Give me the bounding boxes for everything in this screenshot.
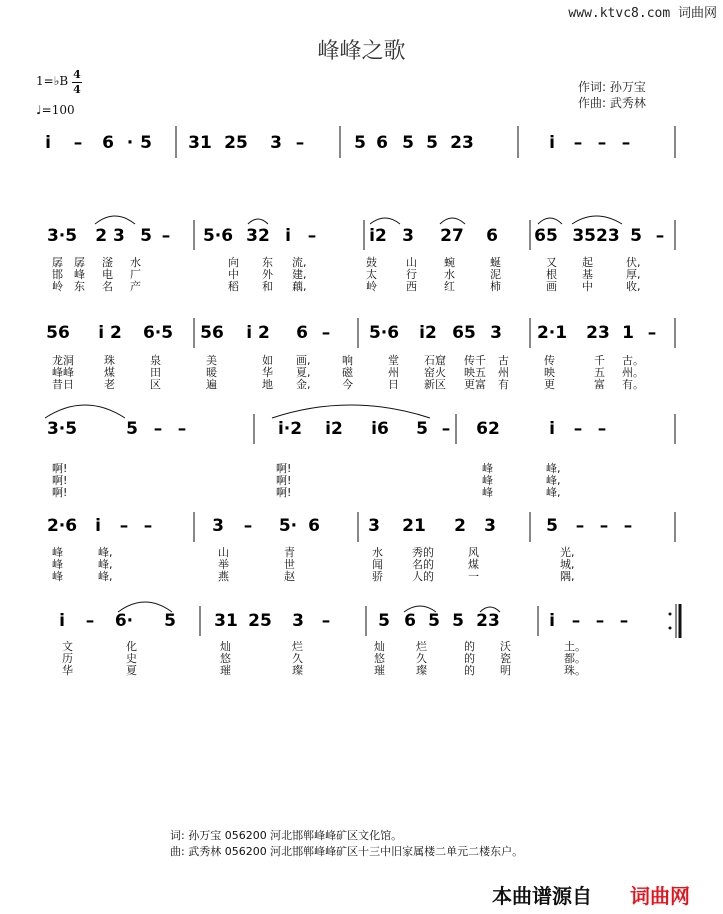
lyric-syllable: 煤 [468,558,479,571]
note-row [59,611,628,631]
lyric-syllable: 的 [464,664,475,677]
note-token: 2·6 [46,516,78,536]
lyric-syllable: 东 [74,280,85,293]
lyric-syllable: 华 [262,366,273,379]
lyric-syllable: 日 [388,378,399,391]
lyric-syllable: 明 [500,664,511,677]
lyric-syllable: 璀 [374,664,385,677]
lyric-syllable: 电 [102,268,113,281]
lyric-syllable: 水 [372,546,383,559]
lyric-syllable: 灿 [374,640,385,653]
lyric-syllable: 久 [292,652,303,665]
note-token: 23 [586,323,610,343]
note-token: – [619,611,629,631]
note-token: · [126,133,134,153]
lyric-syllable: 柿 [490,280,501,293]
lyric-syllable: 地 [262,378,273,391]
lyric-syllable: 啊! [52,486,68,499]
brand-logo-text[interactable]: 词曲网 [630,884,690,908]
note-token: 56 [46,323,70,343]
lyric-syllable: 华 [62,664,73,677]
system-5 [47,512,675,542]
note-token: – [143,516,153,536]
lyric-syllable: 画 [546,280,557,293]
lyric-syllable: 岭 [52,280,63,293]
note-token: i2 [369,226,387,246]
lyric-syllable: 又 [546,256,557,269]
note-token: 6 [102,133,114,153]
slur [45,405,125,418]
lyric-syllable: 峰, [98,570,113,583]
lyric-syllable: 水 [130,256,141,269]
system-3 [46,318,675,348]
note-token: 3·5 [46,419,78,439]
lyric-syllable: 外 [262,268,273,281]
lyric-syllable: 啊! [276,486,292,499]
note-token: – [307,226,317,246]
lyric-syllable: 秀的 [412,546,434,559]
lyric-syllable: 岭 [366,280,377,293]
note-token: i 2 [98,323,122,343]
lyric-syllable: 峰 [74,268,85,281]
lyric-syllable: 峰峰 [52,366,74,379]
note-token: 6 [376,133,388,153]
note-token: 6· [114,611,134,631]
lyric-syllable: 根 [546,268,557,281]
note-token: – [573,419,583,439]
lyric-syllable: 新区 [424,378,446,391]
lyric-syllable: 有 [498,378,509,391]
lyric-syllable: 璨 [292,664,303,677]
note-token: i [45,133,51,153]
note-token: – [73,133,83,153]
lyric-syllable: 世 [284,558,295,571]
lyric-syllable: 珠 [104,354,115,367]
note-token: 5 [126,419,138,439]
note-token: – [153,419,163,439]
note-token: 5 [452,611,464,631]
time-signature-top: 4 [73,68,81,81]
note-token: 56 [200,323,224,343]
slur [440,218,465,224]
note-token: 3 [490,323,502,343]
note-token: 6 [296,323,308,343]
note-token: – [161,226,171,246]
lyric-syllable: 泥 [490,268,501,281]
lyric-syllable: 煤 [104,366,115,379]
lyric-syllable: 峰, [546,486,561,499]
note-token: 25 [224,133,248,153]
lyric-syllable: 藕, [292,280,307,293]
lyric-syllable: 璨 [416,664,427,677]
lyric-syllable: 夏 [126,664,137,677]
note-token: 5· [278,516,298,536]
lyric-syllable: 古。 [622,354,644,367]
note-token: – [623,516,633,536]
brand-source-text: 本曲谱源自 [492,884,592,908]
lyric-syllable: 和 [262,280,273,293]
lyric-syllable: 五 [594,366,605,379]
lyric-syllable: 峰 [482,474,493,487]
lyric-syllable: 千 [594,354,605,367]
lyric-syllable: 向 [228,256,239,269]
lyric-syllable: 举 [218,558,229,571]
lyric-syllable: 龙洞 [52,354,74,367]
note-token: 5 [546,516,558,536]
lyric-syllable: 州 [498,366,509,379]
note-token: i [59,611,65,631]
note-token: i [285,226,291,246]
note-token: – [599,516,609,536]
lyric-syllable: 区 [150,378,161,391]
note-token: 23 [476,611,500,631]
note-token: 6·5 [142,323,174,343]
lyric-syllable: 文 [62,640,73,653]
lyric-syllable: 山 [406,256,417,269]
note-row [45,133,630,153]
note-token: 27 [440,226,464,246]
lyric-syllable: 烂 [416,640,427,653]
slur [248,219,268,224]
note-token: 3 [484,516,496,536]
note-token: 5 [354,133,366,153]
lyric-syllable: 传千 [464,354,486,367]
lyric-syllable: 青 [284,546,295,559]
lyric-syllable: 峰, [546,474,561,487]
note-token: i·2 [277,419,303,439]
lyric-syllable: 有。 [622,378,644,391]
note-token: 5 [426,133,438,153]
site-header[interactable]: www.ktvc8.com 词曲网 [568,6,717,21]
note-token: i [549,611,555,631]
lyric-syllable: 伏, [626,256,641,269]
slur [272,405,430,418]
lyric-syllable: 人的 [412,570,434,583]
lyric-syllable: 悠 [220,652,231,665]
lyric-syllable: 蜒 [490,256,501,269]
tempo-marking: ♩=100 [36,103,75,117]
lyric-syllable: 峰 [52,558,63,571]
footer-composer-address: 曲: 武秀林 056200 河北邯郸峰峰矿区十三中旧家属楼二单元二楼东户。 [170,845,524,858]
note-token: 65 [534,226,558,246]
lyric-syllable: 久 [416,652,427,665]
lyric-syllable: 中 [582,280,593,293]
lyric-syllable: 璀 [220,664,231,677]
lyric-syllable: 画, [296,354,311,367]
lyric-syllable: 响 [342,354,353,367]
lyric-syllable: 映五 [464,366,486,379]
lyric-syllable: 峰, [546,462,561,475]
composer-credit: 作曲: 武秀林 [578,96,646,110]
note-token: 5 [140,226,152,246]
slur [370,218,400,224]
note-token: 5 [416,419,428,439]
note-token: – [321,323,331,343]
note-token: 2 3 [95,226,125,246]
lyric-syllable: 蜿 [444,256,455,269]
note-token: 5 [140,133,152,153]
lyric-syllable: 州 [388,366,399,379]
note-token: i6 [371,419,389,439]
note-row [46,323,656,343]
lyricist-credit: 作词: 孙万宝 [578,80,646,94]
lyric-syllable: 州。 [622,366,644,379]
lyric-syllable: 更富 [464,378,486,391]
lyric-syllable: 美 [206,354,217,367]
note-token: i 2 [246,323,270,343]
lyric-syllable: 富 [594,378,605,391]
lyric-syllable: 石窟 [424,354,446,367]
lyric-syllable: 金, [296,378,311,391]
note-token: – [441,419,451,439]
lyric-syllable: 古 [498,354,509,367]
lyric-syllable: 名 [102,280,113,293]
song-title: 峰峰之歌 [317,39,406,64]
note-token: i [549,133,555,153]
lyric-syllable: 啊! [52,474,68,487]
note-token: 3 [368,516,380,536]
system-4 [45,405,675,444]
lyric-syllable: 如 [262,354,273,367]
lyric-syllable: 稻 [228,280,239,293]
note-token: – [597,133,607,153]
lyric-syllable: 峰 [52,546,63,559]
repeat-dot [669,627,672,630]
lyric-syllable: 滏 [102,256,113,269]
lyric-syllable: 峰, [98,546,113,559]
note-token: 3 [402,226,414,246]
note-token: 31 [214,611,238,631]
note-token: – [243,516,253,536]
lyric-syllable: 流, [292,256,307,269]
note-token: 3523 [572,226,620,246]
lyric-syllable: 沃 [500,640,511,653]
repeat-dot [669,613,672,616]
lyric-syllable: 峰 [482,486,493,499]
note-token: – [295,133,305,153]
lyric-syllable: 遍 [206,378,217,391]
lyric-syllable: 更 [544,378,555,391]
key-signature: 1=♭B [36,74,69,88]
note-token: i [549,419,555,439]
lyric-syllable: 中 [228,268,239,281]
lyric-syllable: 城, [560,558,575,571]
note-row [47,419,606,439]
lyric-syllable: 行 [406,268,417,281]
lyric-syllable: 窑火 [424,366,446,379]
lyric-syllable: 的 [464,640,475,653]
lyric-syllable: 的 [464,652,475,665]
note-token: i [95,516,101,536]
note-token: 5·6 [202,226,234,246]
note-token: – [85,611,95,631]
note-token: 5 [378,611,390,631]
note-token: – [575,516,585,536]
lyric-syllable: 建, [292,268,307,281]
lyric-syllable: 昔日 [52,378,74,391]
lyric-syllable: 今 [342,378,353,391]
lyric-syllable: 太 [366,268,377,281]
lyric-syllable: 史 [126,652,137,665]
lyric-syllable: 瓷 [500,652,511,665]
note-token: i2 [325,419,343,439]
note-token: 5 [402,133,414,153]
note-token: – [119,516,129,536]
note-token: 5 [164,611,176,631]
lyric-syllable: 峰 [52,570,63,583]
lyric-syllable: 起 [582,256,593,269]
note-token: 6 [404,611,416,631]
lyric-syllable: 闻 [372,558,383,571]
lyric-syllable: 磁 [342,366,353,379]
lyric-syllable: 基 [582,268,593,281]
note-token: 32 [246,226,270,246]
lyric-syllable: 化 [126,640,137,653]
lyric-syllable: 厂 [130,268,141,281]
note-token: 5 [428,611,440,631]
note-token: – [595,611,605,631]
note-token: 6 [308,516,320,536]
lyric-syllable: 峰 [482,462,493,475]
note-token: i2 [419,323,437,343]
lyric-syllable: 烂 [292,640,303,653]
lyric-syllable: 田 [150,366,161,379]
lyric-syllable: 峰, [98,558,113,571]
lyric-syllable: 泉 [150,354,161,367]
note-token: 5 [630,226,642,246]
note-token: – [177,419,187,439]
lyric-syllable: 山 [218,546,229,559]
lyric-syllable: 收, [626,280,641,293]
lyric-syllable: 风 [468,546,479,559]
lyric-syllable: 名的 [412,558,434,571]
note-token: 25 [248,611,272,631]
lyric-syllable: 土。 [564,640,586,653]
lyric-syllable: 邯 [52,268,63,281]
lyric-syllable: 红 [444,280,455,293]
lyric-syllable: 悠 [374,652,385,665]
lyric-syllable: 鼓 [366,256,377,269]
note-token: 3 [292,611,304,631]
lyric-syllable: 都。 [564,652,586,665]
note-token: 23 [450,133,474,153]
lyric-syllable: 历 [62,652,73,665]
lyric-syllable: 赵 [284,570,295,583]
note-token: – [621,133,631,153]
lyric-syllable: 暖 [206,366,217,379]
system-1 [45,126,675,158]
lyric-syllable: 厚, [626,268,641,281]
slur [538,218,562,224]
time-signature-bottom: 4 [73,83,81,96]
lyric-syllable: 西 [406,280,417,293]
note-token: 31 [188,133,212,153]
lyric-syllable: 燕 [218,570,229,583]
lyric-syllable: 传 [544,354,555,367]
system-6 [59,602,680,638]
lyric-syllable: 啊! [276,462,292,475]
lyric-syllable: 老 [104,378,115,391]
note-row [47,226,664,246]
note-token: 62 [476,419,500,439]
lyric-syllable: 东 [262,256,273,269]
note-token: – [655,226,665,246]
lyric-syllable: 产 [130,280,141,293]
lyric-syllable: 夏, [296,366,311,379]
lyric-syllable: 孱 [52,256,63,269]
lyric-syllable: 水 [444,268,455,281]
note-token: 21 [402,516,426,536]
lyric-syllable: 骄 [372,570,383,583]
lyric-syllable: 一 [468,570,479,583]
note-token: 5·6 [368,323,400,343]
lyric-syllable: 啊! [52,462,68,475]
slur [572,216,622,224]
lyric-syllable: 啊! [276,474,292,487]
note-row [47,516,632,536]
note-token: 1 [622,323,634,343]
note-token: 3 [212,516,224,536]
note-token: – [597,419,607,439]
lyric-syllable: 珠。 [564,664,586,677]
note-token: 65 [452,323,476,343]
lyric-syllable: 隅, [560,570,575,583]
note-token: – [647,323,657,343]
note-token: 3 [270,133,282,153]
lyric-syllable: 映 [544,366,555,379]
lyric-syllable: 堂 [388,354,399,367]
note-token: 2 [454,516,466,536]
lyric-syllable: 孱 [74,256,85,269]
note-token: 3·5 [46,226,78,246]
system-2 [47,216,675,250]
note-token: – [571,611,581,631]
lyric-syllable: 光, [560,546,575,559]
note-token: 2·1 [536,323,568,343]
slur [95,216,135,224]
lyric-syllable: 灿 [220,640,231,653]
note-token: – [321,611,331,631]
note-token: – [573,133,583,153]
note-token: 6 [486,226,498,246]
footer-lyricist-address: 词: 孙万宝 056200 河北邯郸峰峰矿区文化馆。 [170,829,403,842]
